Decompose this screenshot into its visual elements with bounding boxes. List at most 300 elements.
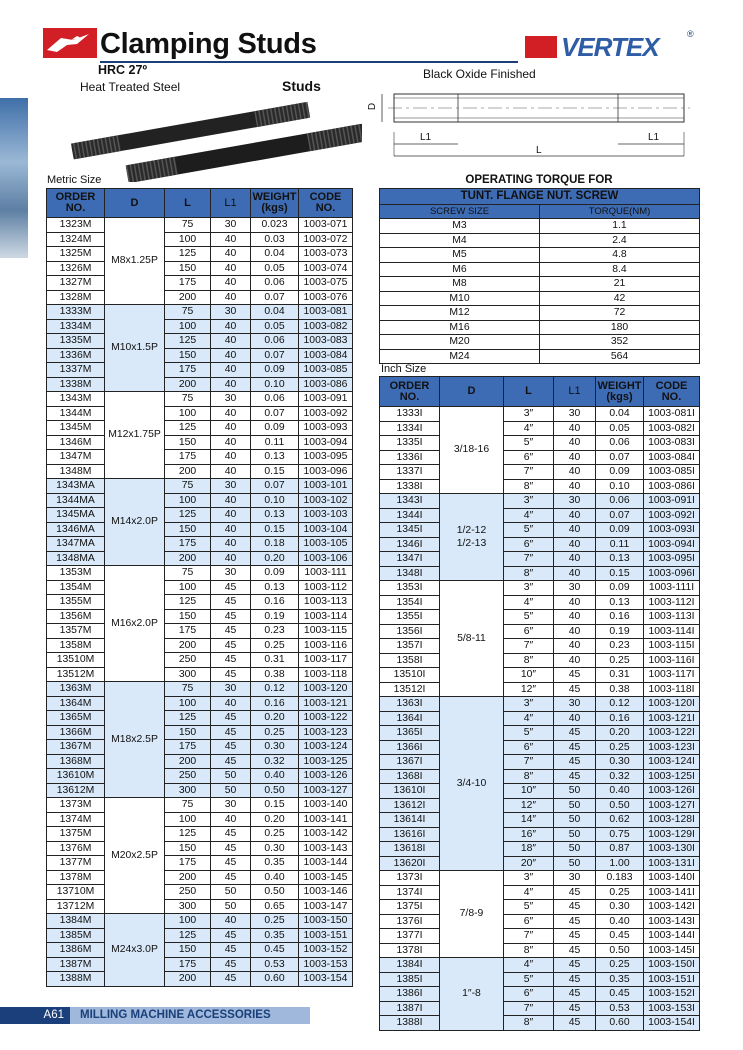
l1-cell: 50 bbox=[554, 856, 596, 871]
code-no-cell: 1003-144 bbox=[299, 856, 353, 871]
weight-cell: 0.06 bbox=[251, 276, 299, 291]
metric-header-d: D bbox=[105, 189, 165, 218]
metric-table-row bbox=[47, 769, 353, 784]
weight-cell: 0.60 bbox=[596, 1016, 644, 1031]
l1-cell: 40 bbox=[554, 436, 596, 451]
l1-cell: 40 bbox=[211, 232, 251, 247]
length-cell: 7″ bbox=[504, 552, 554, 567]
screw-size-cell: M8 bbox=[380, 277, 540, 292]
inch-table-row bbox=[380, 929, 700, 944]
length-cell: 8″ bbox=[504, 1016, 554, 1031]
weight-cell: 0.50 bbox=[596, 943, 644, 958]
weight-cell: 0.06 bbox=[596, 436, 644, 451]
order-no-cell: 1355M bbox=[47, 595, 105, 610]
metric-table-row bbox=[47, 798, 353, 813]
inch-table-row bbox=[380, 784, 700, 799]
l1-cell: 40 bbox=[554, 653, 596, 668]
torque-row bbox=[380, 320, 700, 335]
metric-table-row bbox=[47, 885, 353, 900]
l1-cell: 30 bbox=[554, 494, 596, 509]
code-no-cell: 1003-152I bbox=[644, 987, 700, 1002]
weight-cell: 0.25 bbox=[596, 958, 644, 973]
code-no-cell: 1003-123I bbox=[644, 740, 700, 755]
metric-section-label: Metric Size bbox=[47, 174, 102, 186]
torque-value-cell: 4.8 bbox=[540, 248, 700, 263]
torque-table bbox=[379, 188, 700, 364]
order-no-cell: 1386I bbox=[380, 987, 440, 1002]
torque-value-cell: 21 bbox=[540, 277, 700, 292]
order-no-cell: 1346MA bbox=[47, 522, 105, 537]
weight-cell: 0.09 bbox=[251, 566, 299, 581]
length-cell: 200 bbox=[165, 551, 211, 566]
code-no-cell: 1003-102 bbox=[299, 493, 353, 508]
length-cell: 150 bbox=[165, 348, 211, 363]
l1-cell: 30 bbox=[554, 581, 596, 596]
length-cell: 4″ bbox=[504, 421, 554, 436]
metric-table-row bbox=[47, 914, 353, 929]
weight-cell: 0.62 bbox=[596, 813, 644, 828]
diameter-cell: 3/4-10 bbox=[440, 697, 504, 871]
weight-cell: 0.50 bbox=[251, 783, 299, 798]
length-cell: 125 bbox=[165, 247, 211, 262]
order-no-cell: 1336M bbox=[47, 348, 105, 363]
code-no-cell: 1003-124 bbox=[299, 740, 353, 755]
length-cell: 200 bbox=[165, 464, 211, 479]
weight-cell: 0.09 bbox=[251, 421, 299, 436]
length-cell: 7″ bbox=[504, 755, 554, 770]
l1-cell: 40 bbox=[211, 261, 251, 276]
l1-cell: 40 bbox=[554, 566, 596, 581]
l1-cell: 50 bbox=[554, 827, 596, 842]
weight-cell: 0.38 bbox=[251, 667, 299, 682]
weight-cell: 0.25 bbox=[251, 725, 299, 740]
code-no-cell: 1003-075 bbox=[299, 276, 353, 291]
order-no-cell: 1366M bbox=[47, 725, 105, 740]
torque-value-cell: 180 bbox=[540, 320, 700, 335]
metric-table-row bbox=[47, 450, 353, 465]
metric-table-row bbox=[47, 580, 353, 595]
metric-table-row bbox=[47, 363, 353, 378]
l1-cell: 40 bbox=[211, 464, 251, 479]
weight-cell: 0.15 bbox=[596, 566, 644, 581]
torque-row bbox=[380, 349, 700, 364]
weight-cell: 0.25 bbox=[596, 740, 644, 755]
code-no-cell: 1003-093I bbox=[644, 523, 700, 538]
inch-table-row bbox=[380, 885, 700, 900]
l1-cell: 45 bbox=[211, 653, 251, 668]
metric-table-row bbox=[47, 479, 353, 494]
code-no-cell: 1003-127 bbox=[299, 783, 353, 798]
metric-table-row bbox=[47, 435, 353, 450]
inch-table-row bbox=[380, 740, 700, 755]
inch-table-row bbox=[380, 987, 700, 1002]
inch-table-row bbox=[380, 900, 700, 915]
brand-red-mark-icon bbox=[525, 36, 557, 58]
l1-cell: 45 bbox=[554, 740, 596, 755]
code-no-cell: 1003-140 bbox=[299, 798, 353, 813]
eagle-logo-icon bbox=[43, 28, 97, 58]
l1-cell: 40 bbox=[554, 639, 596, 654]
stud-diagram bbox=[368, 84, 698, 164]
length-cell: 200 bbox=[165, 377, 211, 392]
order-no-cell: 1386M bbox=[47, 943, 105, 958]
order-no-cell: 1357I bbox=[380, 639, 440, 654]
length-cell: 150 bbox=[165, 841, 211, 856]
length-cell: 3″ bbox=[504, 581, 554, 596]
metric-table-row bbox=[47, 305, 353, 320]
l1-cell: 45 bbox=[554, 885, 596, 900]
metric-header-order-no: ORDER NO. bbox=[47, 189, 105, 218]
order-no-cell: 1364M bbox=[47, 696, 105, 711]
order-no-cell: 13510I bbox=[380, 668, 440, 683]
weight-cell: 0.07 bbox=[251, 479, 299, 494]
length-cell: 8″ bbox=[504, 566, 554, 581]
inch-header-order-no: ORDER NO. bbox=[380, 377, 440, 407]
code-no-cell: 1003-141I bbox=[644, 885, 700, 900]
l1-cell: 40 bbox=[211, 276, 251, 291]
code-no-cell: 1003-096 bbox=[299, 464, 353, 479]
weight-cell: 0.38 bbox=[596, 682, 644, 697]
l1-cell: 45 bbox=[554, 972, 596, 987]
order-no-cell: 13512I bbox=[380, 682, 440, 697]
order-no-cell: 1333M bbox=[47, 305, 105, 320]
code-no-cell: 1003-154I bbox=[644, 1016, 700, 1031]
diagram-l1-right-label: L1 bbox=[648, 132, 660, 143]
code-no-cell: 1003-073 bbox=[299, 247, 353, 262]
metric-table-row bbox=[47, 566, 353, 581]
code-no-cell: 1003-154 bbox=[299, 972, 353, 987]
l1-cell: 45 bbox=[211, 972, 251, 987]
order-no-cell: 13610I bbox=[380, 784, 440, 799]
weight-cell: 0.07 bbox=[596, 450, 644, 465]
code-no-cell: 1003-147 bbox=[299, 899, 353, 914]
length-cell: 5″ bbox=[504, 900, 554, 915]
order-no-cell: 13618I bbox=[380, 842, 440, 857]
metric-table-row bbox=[47, 725, 353, 740]
l1-cell: 45 bbox=[211, 841, 251, 856]
l1-cell: 45 bbox=[211, 609, 251, 624]
metric-table-row bbox=[47, 551, 353, 566]
inch-table-row bbox=[380, 769, 700, 784]
diameter-cell: M20x2.5P bbox=[105, 798, 165, 914]
metric-header-l: L bbox=[165, 189, 211, 218]
order-no-cell: 1345I bbox=[380, 523, 440, 538]
weight-cell: 0.06 bbox=[596, 494, 644, 509]
length-cell: 250 bbox=[165, 769, 211, 784]
metric-table-row bbox=[47, 261, 353, 276]
metric-table-row bbox=[47, 421, 353, 436]
weight-cell: 0.19 bbox=[251, 609, 299, 624]
inch-table-row bbox=[380, 1016, 700, 1031]
order-no-cell: 1338I bbox=[380, 479, 440, 494]
footer-section-title: MILLING MACHINE ACCESSORIES bbox=[80, 1009, 271, 1021]
inch-table-row bbox=[380, 798, 700, 813]
weight-cell: 0.20 bbox=[596, 726, 644, 741]
length-cell: 100 bbox=[165, 580, 211, 595]
inch-header-d: D bbox=[440, 377, 504, 407]
weight-cell: 0.12 bbox=[596, 697, 644, 712]
weight-cell: 0.13 bbox=[251, 508, 299, 523]
code-no-cell: 1003-115I bbox=[644, 639, 700, 654]
l1-cell: 45 bbox=[554, 755, 596, 770]
length-cell: 200 bbox=[165, 290, 211, 305]
inch-table-row bbox=[380, 523, 700, 538]
order-no-cell: 1343MA bbox=[47, 479, 105, 494]
order-no-cell: 1356I bbox=[380, 624, 440, 639]
weight-cell: 0.06 bbox=[251, 334, 299, 349]
length-cell: 6″ bbox=[504, 537, 554, 552]
metric-table-row bbox=[47, 218, 353, 233]
l1-cell: 45 bbox=[211, 638, 251, 653]
screw-size-cell: M4 bbox=[380, 233, 540, 248]
weight-cell: 0.40 bbox=[251, 769, 299, 784]
code-no-cell: 1003-104 bbox=[299, 522, 353, 537]
inch-size-table bbox=[379, 376, 700, 1031]
inch-section-label: Inch Size bbox=[381, 363, 427, 375]
weight-cell: 0.87 bbox=[596, 842, 644, 857]
weight-cell: 0.31 bbox=[251, 653, 299, 668]
order-no-cell: 1328M bbox=[47, 290, 105, 305]
order-no-cell: 1347M bbox=[47, 450, 105, 465]
length-cell: 4″ bbox=[504, 595, 554, 610]
order-no-cell: 13612M bbox=[47, 783, 105, 798]
length-cell: 150 bbox=[165, 725, 211, 740]
order-no-cell: 13512M bbox=[47, 667, 105, 682]
length-cell: 175 bbox=[165, 856, 211, 871]
metric-table-row bbox=[47, 682, 353, 697]
weight-cell: 0.09 bbox=[251, 363, 299, 378]
code-no-cell: 1003-085 bbox=[299, 363, 353, 378]
order-no-cell: 13616I bbox=[380, 827, 440, 842]
order-no-cell: 13620I bbox=[380, 856, 440, 871]
weight-cell: 0.60 bbox=[251, 972, 299, 987]
code-no-cell: 1003-153I bbox=[644, 1001, 700, 1016]
l1-cell: 30 bbox=[554, 697, 596, 712]
l1-cell: 45 bbox=[554, 943, 596, 958]
inch-table-row bbox=[380, 566, 700, 581]
length-cell: 200 bbox=[165, 638, 211, 653]
weight-cell: 0.04 bbox=[251, 305, 299, 320]
hardness-label: HRC 27º bbox=[98, 63, 148, 77]
length-cell: 10″ bbox=[504, 668, 554, 683]
code-no-cell: 1003-122 bbox=[299, 711, 353, 726]
code-no-cell: 1003-086I bbox=[644, 479, 700, 494]
length-cell: 6″ bbox=[504, 740, 554, 755]
code-no-cell: 1003-081 bbox=[299, 305, 353, 320]
finish-label: Black Oxide Finished bbox=[423, 67, 536, 81]
weight-cell: 0.30 bbox=[596, 900, 644, 915]
weight-cell: 0.10 bbox=[596, 479, 644, 494]
code-no-cell: 1003-115 bbox=[299, 624, 353, 639]
metric-table-row bbox=[47, 899, 353, 914]
metric-table-row bbox=[47, 928, 353, 943]
weight-cell: 0.40 bbox=[596, 914, 644, 929]
weight-cell: 0.07 bbox=[596, 508, 644, 523]
code-no-cell: 1003-094 bbox=[299, 435, 353, 450]
order-no-cell: 1334M bbox=[47, 319, 105, 334]
length-cell: 150 bbox=[165, 435, 211, 450]
weight-cell: 0.15 bbox=[251, 464, 299, 479]
weight-cell: 1.00 bbox=[596, 856, 644, 871]
length-cell: 175 bbox=[165, 276, 211, 291]
code-no-cell: 1003-128I bbox=[644, 813, 700, 828]
weight-cell: 0.07 bbox=[251, 290, 299, 305]
l1-cell: 50 bbox=[211, 769, 251, 784]
weight-cell: 0.03 bbox=[251, 232, 299, 247]
diameter-cell: 3/18-16 bbox=[440, 407, 504, 494]
l1-cell: 45 bbox=[211, 827, 251, 842]
l1-cell: 45 bbox=[211, 870, 251, 885]
order-no-cell: 1347I bbox=[380, 552, 440, 567]
length-cell: 12″ bbox=[504, 798, 554, 813]
l1-cell: 40 bbox=[211, 247, 251, 262]
order-no-cell: 1384M bbox=[47, 914, 105, 929]
code-no-cell: 1003-151I bbox=[644, 972, 700, 987]
inch-table-row bbox=[380, 914, 700, 929]
order-no-cell: 1366I bbox=[380, 740, 440, 755]
length-cell: 100 bbox=[165, 319, 211, 334]
order-no-cell: 1368M bbox=[47, 754, 105, 769]
code-no-cell: 1003-126I bbox=[644, 784, 700, 799]
metric-table-row bbox=[47, 638, 353, 653]
weight-cell: 0.25 bbox=[251, 827, 299, 842]
length-cell: 125 bbox=[165, 421, 211, 436]
page-title: Clamping Studs bbox=[100, 28, 317, 60]
length-cell: 100 bbox=[165, 696, 211, 711]
order-no-cell: 1353M bbox=[47, 566, 105, 581]
metric-size-table bbox=[46, 188, 353, 987]
code-no-cell: 1003-082I bbox=[644, 421, 700, 436]
length-cell: 5″ bbox=[504, 523, 554, 538]
metric-table-row bbox=[47, 522, 353, 537]
l1-cell: 40 bbox=[554, 552, 596, 567]
torque-row bbox=[380, 219, 700, 234]
weight-cell: 0.25 bbox=[251, 638, 299, 653]
metric-table-row bbox=[47, 841, 353, 856]
l1-cell: 40 bbox=[211, 914, 251, 929]
weight-cell: 0.05 bbox=[596, 421, 644, 436]
vertex-logo bbox=[525, 29, 694, 62]
code-no-cell: 1003-085I bbox=[644, 465, 700, 480]
order-no-cell: 1354I bbox=[380, 595, 440, 610]
order-no-cell: 1358I bbox=[380, 653, 440, 668]
l1-cell: 30 bbox=[211, 566, 251, 581]
order-no-cell: 1365I bbox=[380, 726, 440, 741]
l1-cell: 30 bbox=[554, 407, 596, 422]
code-no-cell: 1003-118 bbox=[299, 667, 353, 682]
weight-cell: 0.65 bbox=[251, 899, 299, 914]
length-cell: 75 bbox=[165, 305, 211, 320]
l1-cell: 50 bbox=[554, 784, 596, 799]
metric-table-row bbox=[47, 406, 353, 421]
order-no-cell: 1374I bbox=[380, 885, 440, 900]
code-no-cell: 1003-116I bbox=[644, 653, 700, 668]
length-cell: 300 bbox=[165, 899, 211, 914]
weight-cell: 0.13 bbox=[596, 552, 644, 567]
l1-cell: 45 bbox=[554, 914, 596, 929]
code-no-cell: 1003-071 bbox=[299, 218, 353, 233]
weight-cell: 0.13 bbox=[251, 450, 299, 465]
l1-cell: 40 bbox=[554, 450, 596, 465]
weight-cell: 0.183 bbox=[596, 871, 644, 886]
weight-cell: 0.18 bbox=[251, 537, 299, 552]
length-cell: 125 bbox=[165, 334, 211, 349]
code-no-cell: 1003-117I bbox=[644, 668, 700, 683]
weight-cell: 0.16 bbox=[251, 696, 299, 711]
l1-cell: 45 bbox=[211, 711, 251, 726]
length-cell: 5″ bbox=[504, 610, 554, 625]
l1-cell: 40 bbox=[554, 624, 596, 639]
metric-table-row bbox=[47, 870, 353, 885]
weight-cell: 0.31 bbox=[596, 668, 644, 683]
weight-cell: 0.13 bbox=[251, 580, 299, 595]
weight-cell: 0.45 bbox=[596, 929, 644, 944]
metric-table-row bbox=[47, 247, 353, 262]
order-no-cell: 1334I bbox=[380, 421, 440, 436]
l1-cell: 45 bbox=[211, 667, 251, 682]
inch-table-row bbox=[380, 711, 700, 726]
length-cell: 100 bbox=[165, 406, 211, 421]
weight-cell: 0.32 bbox=[251, 754, 299, 769]
l1-cell: 45 bbox=[554, 900, 596, 915]
registered-mark: ® bbox=[687, 29, 694, 39]
metric-table-row bbox=[47, 696, 353, 711]
length-cell: 5″ bbox=[504, 972, 554, 987]
code-no-cell: 1003-121I bbox=[644, 711, 700, 726]
code-no-cell: 1003-144I bbox=[644, 929, 700, 944]
l1-cell: 45 bbox=[554, 682, 596, 697]
code-no-cell: 1003-125 bbox=[299, 754, 353, 769]
weight-cell: 0.04 bbox=[596, 407, 644, 422]
length-cell: 7″ bbox=[504, 1001, 554, 1016]
code-no-cell: 1003-092 bbox=[299, 406, 353, 421]
order-no-cell: 1346I bbox=[380, 537, 440, 552]
metric-table-row bbox=[47, 334, 353, 349]
order-no-cell: 1377M bbox=[47, 856, 105, 871]
length-cell: 5″ bbox=[504, 436, 554, 451]
code-no-cell: 1003-084I bbox=[644, 450, 700, 465]
length-cell: 20″ bbox=[504, 856, 554, 871]
order-no-cell: 1323M bbox=[47, 218, 105, 233]
l1-cell: 40 bbox=[211, 435, 251, 450]
code-no-cell: 1003-117 bbox=[299, 653, 353, 668]
order-no-cell: 1367M bbox=[47, 740, 105, 755]
l1-cell: 45 bbox=[554, 1001, 596, 1016]
l1-cell: 45 bbox=[554, 1016, 596, 1031]
l1-cell: 45 bbox=[211, 595, 251, 610]
order-no-cell: 1387M bbox=[47, 957, 105, 972]
weight-cell: 0.30 bbox=[251, 841, 299, 856]
l1-cell: 45 bbox=[211, 754, 251, 769]
side-photo-strip bbox=[0, 98, 28, 258]
order-no-cell: 1325M bbox=[47, 247, 105, 262]
inch-table-row bbox=[380, 755, 700, 770]
order-no-cell: 1343M bbox=[47, 392, 105, 407]
length-cell: 125 bbox=[165, 508, 211, 523]
length-cell: 75 bbox=[165, 392, 211, 407]
inch-table-row bbox=[380, 595, 700, 610]
inch-table-row bbox=[380, 668, 700, 683]
l1-cell: 40 bbox=[554, 523, 596, 538]
length-cell: 6″ bbox=[504, 914, 554, 929]
weight-cell: 0.16 bbox=[251, 595, 299, 610]
weight-cell: 0.32 bbox=[596, 769, 644, 784]
diameter-cell: 1/2-12 1/2-13 bbox=[440, 494, 504, 581]
order-no-cell: 1364I bbox=[380, 711, 440, 726]
order-no-cell: 1376I bbox=[380, 914, 440, 929]
l1-cell: 45 bbox=[554, 958, 596, 973]
diameter-cell: 5/8-11 bbox=[440, 581, 504, 697]
